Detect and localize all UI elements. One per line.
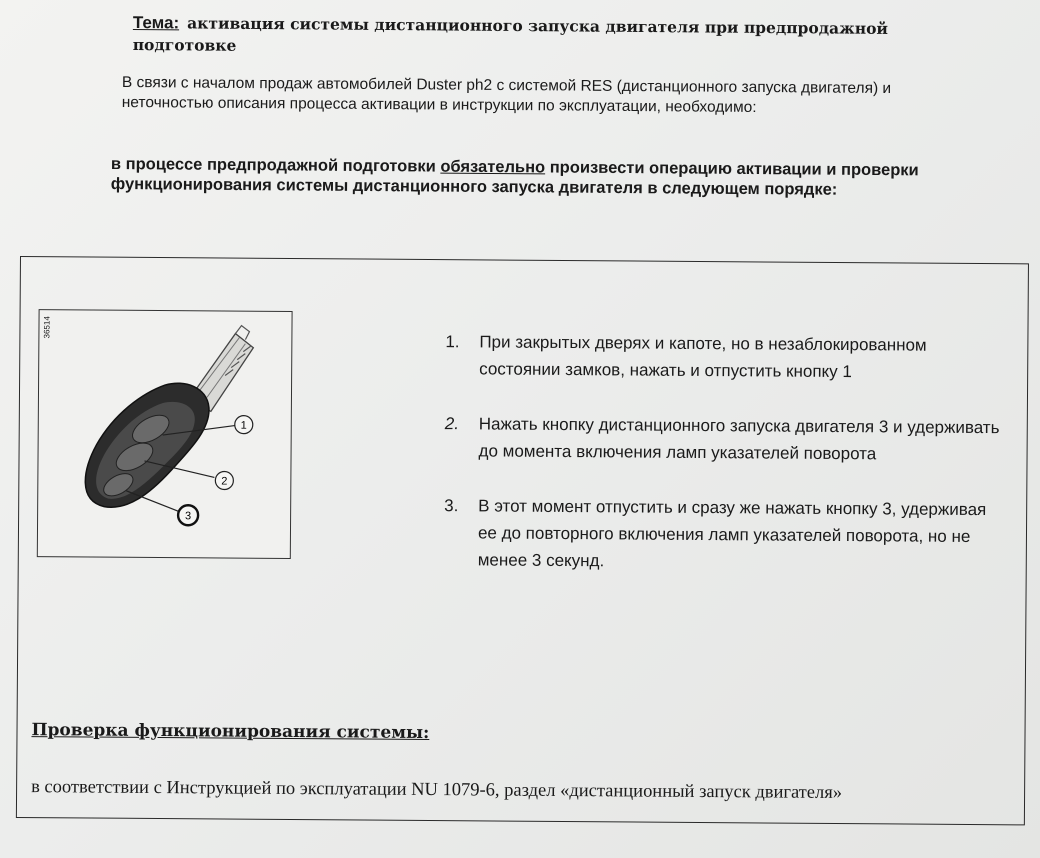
step-text: Нажать кнопку дистанционного запуска двигателя 3 и удерживать до момента включения ламп указателей поворота bbox=[478, 414, 1000, 464]
step-item bbox=[444, 410, 1004, 468]
procedure-frame bbox=[16, 256, 1029, 825]
step-item bbox=[445, 328, 1005, 386]
instruction-paragraph bbox=[111, 154, 971, 201]
key-fob-figure bbox=[37, 309, 293, 559]
instruction-before: в процессе предпродажной подготовки bbox=[110, 154, 441, 176]
topic-text: активация системы дистанционного запуска двигателя при предпродажной подготовке bbox=[132, 13, 889, 55]
check-section-title: Проверка функционирования системы: bbox=[31, 720, 430, 744]
callout-label-1: 1 bbox=[240, 419, 247, 432]
figure-code: 36514 bbox=[42, 316, 52, 339]
instruction-after: произвести операцию активации и проверки функционирования системы дистанционного запуска двигателя в следующем порядке: bbox=[110, 158, 919, 199]
step-text: При закрытых дверях и капоте, но в незаблокированном состоянии замков, нажать и отпустить кнопку 1 bbox=[479, 332, 927, 382]
activation-steps bbox=[443, 328, 1005, 605]
topic-label: Тема: bbox=[132, 12, 180, 33]
step-text: В этот момент отпустить и сразу же нажать кнопку 3, удерживая ее до повторного включения ламп указателей поворота, но не менее 3 секунд. bbox=[477, 496, 987, 571]
step-item bbox=[444, 492, 1005, 577]
step-number: 2. bbox=[444, 414, 460, 434]
intro-paragraph: В связи с началом продаж автомобилей Duster ph2 с системой RES (дистанционного запуска двигателя) и неточностью описания процесса активации в инструкции по эксплуатации, необходимо: bbox=[121, 73, 892, 116]
check-section-text: в соответствии с Инструкцией по эксплуатации NU 1079-6, раздел «дистанционный запуск двигателя» bbox=[31, 777, 843, 804]
instruction-emphasis: обязательно bbox=[440, 157, 546, 177]
callout-label-2: 2 bbox=[221, 475, 228, 488]
callout-label-3: 3 bbox=[184, 510, 192, 523]
key-fob-body bbox=[85, 383, 209, 508]
key-fob-illustration bbox=[38, 310, 292, 558]
step-number: 1. bbox=[445, 332, 460, 352]
topic-heading bbox=[133, 12, 953, 62]
step-number: 3. bbox=[444, 496, 459, 516]
